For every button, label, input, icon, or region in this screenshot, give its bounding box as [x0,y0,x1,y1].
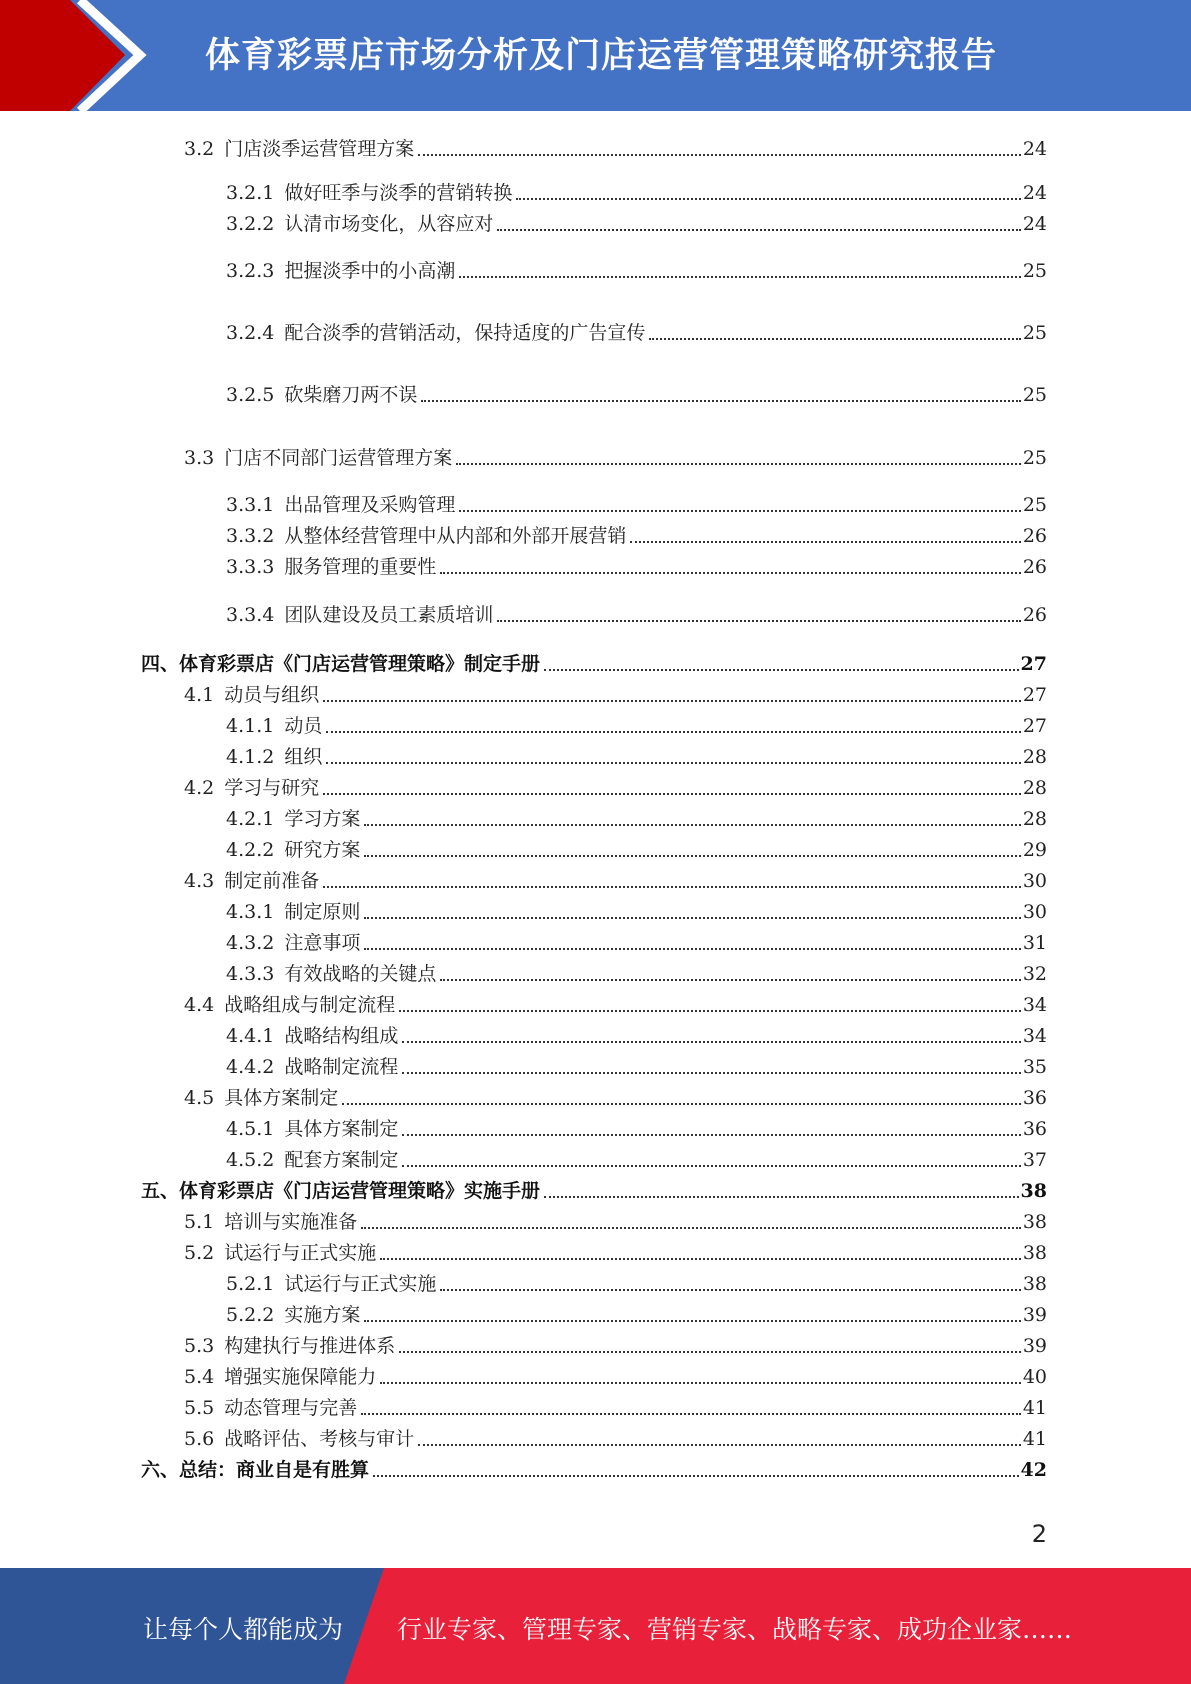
toc-entry-title: 培训与实施准备 [224,1211,358,1233]
toc-dot-leader [364,824,1020,826]
toc-entry-number: 5.6 [184,1428,215,1450]
toc-dot-leader [402,1072,1020,1074]
toc-entry-title: 战略评估、考核与审计 [224,1428,415,1450]
toc-entry[interactable] [184,683,1047,707]
toc-entry-page: 35 [1022,1056,1047,1078]
toc-entry-title: 战略制定流程 [284,1056,399,1078]
toc-dot-leader [364,917,1020,919]
toc-entry-page: 38 [1022,1273,1047,1295]
toc-entry-title: 研究方案 [284,839,361,861]
toc-entry-number: 4.3.1 [226,901,275,923]
toc-entry-page: 36 [1022,1087,1047,1109]
toc-entry-page: 32 [1022,963,1047,985]
toc-dot-leader [402,1165,1020,1167]
toc-entry-page: 27 [1022,715,1047,737]
toc-dot-leader [418,1444,1021,1446]
toc-entry-title: 做好旺季与淡季的营销转换 [284,182,513,204]
toc-entry-number: 4.2.2 [226,839,275,861]
toc-entry-number: 4.2 [184,777,215,799]
toc-entry[interactable] [184,1086,1047,1110]
toc-entry-number: 五、 [141,1180,180,1202]
toc-entry-page: 42 [1020,1459,1047,1481]
toc-entry-number: 4.4 [184,994,215,1016]
toc-entry-title: 总结：商业自是有胜算 [179,1459,370,1481]
toc-entry-number: 3.2.3 [226,260,275,282]
toc-entry-page: 24 [1022,138,1047,160]
toc-entry-number: 六、 [141,1459,180,1481]
toc-dot-leader [459,276,1020,278]
toc-entry-title: 动员 [284,715,323,737]
toc-entry-title: 增强实施保障能力 [224,1366,377,1388]
toc-entry-title: 门店不同部门运营管理方案 [224,447,453,469]
toc-entry-title: 体育彩票店《门店运营管理策略》实施手册 [179,1180,541,1202]
toc-entry[interactable] [226,555,1047,579]
toc-entry-number: 5.1 [184,1211,215,1233]
toc-entry[interactable] [226,931,1047,955]
toc-entry-number: 5.2 [184,1242,215,1264]
toc-entry-number: 4.5.1 [226,1118,275,1140]
toc-dot-leader [323,886,1021,888]
toc-entry-page: 41 [1022,1397,1047,1419]
toc-entry-page: 39 [1022,1304,1047,1326]
toc-entry-page: 38 [1020,1180,1047,1202]
toc-entry-title: 配套方案制定 [284,1149,399,1171]
toc-entry-title: 具体方案制定 [284,1118,399,1140]
toc-entry-page: 38 [1022,1211,1047,1233]
toc-entry-number: 5.5 [184,1397,215,1419]
toc-entry[interactable] [226,838,1047,862]
toc-entry-page: 41 [1022,1428,1047,1450]
red-arrow-decoration [0,0,160,111]
toc-entry[interactable] [226,1024,1047,1048]
toc-entry-page: 31 [1022,932,1047,954]
toc-entry-number: 4.1 [184,684,215,706]
footer-slogan-right: 行业专家、管理专家、营销专家、战略专家、成功企业家…… [397,1615,1073,1644]
toc-entry[interactable] [226,181,1047,205]
toc-dot-leader [440,572,1020,574]
report-title: 体育彩票店市场分析及门店运营管理策略研究报告 [205,36,998,76]
toc-dot-leader [364,1320,1020,1322]
footer-banner [0,1568,1191,1684]
toc-entry-page: 37 [1022,1149,1047,1171]
toc-entry-title: 体育彩票店《门店运营管理策略》制定手册 [179,653,541,675]
toc-entry[interactable] [184,869,1047,893]
toc-entry[interactable] [226,524,1047,548]
toc-dot-leader [361,1227,1021,1229]
toc-entry[interactable] [226,1117,1047,1141]
toc-dot-leader [440,979,1020,981]
toc-dot-leader [380,1258,1021,1260]
toc-entry-number: 4.1.2 [226,746,275,768]
toc-entry-number: 4.5 [184,1087,215,1109]
toc-entry-title: 具体方案制定 [224,1087,339,1109]
toc-entry[interactable] [184,1241,1047,1265]
toc-entry-page: 25 [1022,322,1047,344]
toc-entry-page: 25 [1022,494,1047,516]
toc-entry-title: 组织 [284,746,323,768]
toc-entry[interactable] [226,603,1047,627]
toc-entry[interactable] [184,1427,1047,1451]
toc-entry-title: 学习方案 [284,808,361,830]
toc-dot-leader [364,855,1020,857]
toc-entry-number: 4.5.2 [226,1149,275,1171]
toc-entry-page: 27 [1020,653,1047,675]
toc-entry-number: 4.2.1 [226,808,275,830]
toc-entry[interactable] [226,745,1047,769]
toc-entry-number: 3.2.5 [226,384,275,406]
toc-entry[interactable] [226,212,1047,236]
toc-entry-number: 3.2 [184,138,215,160]
toc-entry-title: 构建执行与推进体系 [224,1335,396,1357]
toc-dot-leader [402,1134,1020,1136]
toc-dot-leader [361,1413,1021,1415]
toc-entry-page: 25 [1022,384,1047,406]
toc-entry-page: 34 [1022,1025,1047,1047]
toc-entry[interactable] [184,1396,1047,1420]
toc-entry-page: 34 [1022,994,1047,1016]
toc-entry-number: 3.3.4 [226,604,275,626]
toc-entry-number: 3.2.4 [226,322,275,344]
toc-entry-number: 4.3.2 [226,932,275,954]
toc-dot-leader [516,198,1020,200]
toc-entry[interactable] [226,962,1047,986]
toc-entry-page: 24 [1022,213,1047,235]
toc-dot-leader [649,338,1020,340]
toc-entry-number: 5.4 [184,1366,215,1388]
toc-entry-page: 25 [1022,260,1047,282]
toc-dot-leader [544,1196,1019,1198]
toc-entry-title: 服务管理的重要性 [284,556,437,578]
toc-entry-page: 24 [1022,182,1047,204]
toc-dot-leader [421,400,1020,402]
toc-entry-number: 5.3 [184,1335,215,1357]
header-banner [0,0,1191,111]
toc-dot-leader [544,669,1019,671]
toc-entry[interactable] [226,1272,1047,1296]
toc-dot-leader [380,1382,1021,1384]
toc-entry-page: 40 [1022,1366,1047,1388]
toc-entry-title: 从整体经营管理中从内部和外部开展营销 [284,525,627,547]
toc-dot-leader [497,229,1020,231]
toc-entry[interactable] [226,1148,1047,1172]
toc-entry-title: 学习与研究 [224,777,320,799]
toc-dot-leader [456,463,1021,465]
toc-entry[interactable] [226,900,1047,924]
toc-entry-page: 28 [1022,808,1047,830]
toc-entry-page: 25 [1022,447,1047,469]
toc-entry[interactable] [226,714,1047,738]
toc-entry[interactable] [141,1179,1047,1203]
toc-entry-number: 3.3.1 [226,494,275,516]
toc-entry-title: 团队建设及员工素质培训 [284,604,494,626]
toc-dot-leader [440,1289,1020,1291]
toc-entry-title: 有效战略的关键点 [284,963,437,985]
toc-entry[interactable] [141,652,1047,676]
toc-entry-number: 5.2.2 [226,1304,275,1326]
toc-entry-title: 试运行与正式实施 [284,1273,437,1295]
toc-entry-page: 27 [1022,684,1047,706]
page-number: 2 [1031,1520,1047,1548]
toc-entry-title: 战略结构组成 [284,1025,399,1047]
toc-entry[interactable] [184,1365,1047,1389]
toc-entry[interactable] [226,493,1047,517]
toc-dot-leader [342,1103,1021,1105]
toc-entry-number: 4.4.2 [226,1056,275,1078]
toc-entry-number: 3.3.3 [226,556,275,578]
toc-entry-page: 30 [1022,901,1047,923]
toc-entry-number: 4.3 [184,870,215,892]
toc-entry-title: 制定前准备 [224,870,320,892]
toc-entry[interactable] [226,259,1047,283]
toc-dot-leader [630,541,1020,543]
toc-entry-title: 动态管理与完善 [224,1397,358,1419]
toc-dot-leader [326,762,1020,764]
toc-entry-title: 把握淡季中的小高潮 [284,260,456,282]
toc-entry-number: 4.4.1 [226,1025,275,1047]
toc-entry-title: 门店淡季运营管理方案 [224,138,415,160]
toc-entry-title: 认清市场变化，从容应对 [284,213,494,235]
toc-dot-leader [364,948,1020,950]
toc-entry-page: 26 [1022,556,1047,578]
toc-entry-title: 出品管理及采购管理 [284,494,456,516]
toc-entry-title: 配合淡季的营销活动，保持适度的广告宣传 [284,322,646,344]
toc-entry-number: 4.3.3 [226,963,275,985]
toc-entry-page: 26 [1022,604,1047,626]
toc-entry[interactable] [226,383,1047,407]
toc-entry-number: 四、 [141,653,180,675]
toc-entry[interactable] [184,776,1047,800]
toc-dot-leader [399,1351,1021,1353]
toc-entry[interactable] [184,1334,1047,1358]
toc-entry[interactable] [226,807,1047,831]
toc-entry[interactable] [184,1210,1047,1234]
toc-entry-title: 战略组成与制定流程 [224,994,396,1016]
toc-dot-leader [459,510,1020,512]
toc-dot-leader [373,1475,1019,1477]
toc-entry-page: 28 [1022,746,1047,768]
toc-entry-number: 3.3.2 [226,525,275,547]
toc-dot-leader [418,154,1021,156]
toc-entry-page: 36 [1022,1118,1047,1140]
toc-dot-leader [497,620,1020,622]
toc-entry-number: 3.2.2 [226,213,275,235]
footer-slogan-left: 让每个人都能成为 [143,1615,344,1644]
toc-entry-page: 30 [1022,870,1047,892]
toc-entry-page: 29 [1022,839,1047,861]
toc-entry-number: 4.1.1 [226,715,275,737]
toc-entry-page: 26 [1022,525,1047,547]
toc-entry[interactable] [184,993,1047,1017]
toc-entry-title: 砍柴磨刀两不误 [284,384,418,406]
toc-entry-number: 3.3 [184,447,215,469]
toc-entry-title: 实施方案 [284,1304,361,1326]
toc-entry-title: 试运行与正式实施 [224,1242,377,1264]
toc-entry-page: 39 [1022,1335,1047,1357]
toc-entry-page: 38 [1022,1242,1047,1264]
toc-entry-title: 制定原则 [284,901,361,923]
toc-entry[interactable] [141,1458,1047,1482]
toc-entry-number: 3.2.1 [226,182,275,204]
toc-entry-title: 注意事项 [284,932,361,954]
toc-dot-leader [323,793,1021,795]
toc-entry-number: 5.2.1 [226,1273,275,1295]
toc-dot-leader [323,700,1021,702]
toc-entry[interactable] [226,1303,1047,1327]
toc-dot-leader [326,731,1020,733]
toc-entry[interactable] [184,137,1047,161]
toc-entry[interactable] [226,1055,1047,1079]
toc-entry-page: 28 [1022,777,1047,799]
toc-dot-leader [399,1010,1021,1012]
toc-dot-leader [402,1041,1020,1043]
toc-entry[interactable] [184,446,1047,470]
toc-entry[interactable] [226,321,1047,345]
toc-entry-title: 动员与组织 [224,684,320,706]
